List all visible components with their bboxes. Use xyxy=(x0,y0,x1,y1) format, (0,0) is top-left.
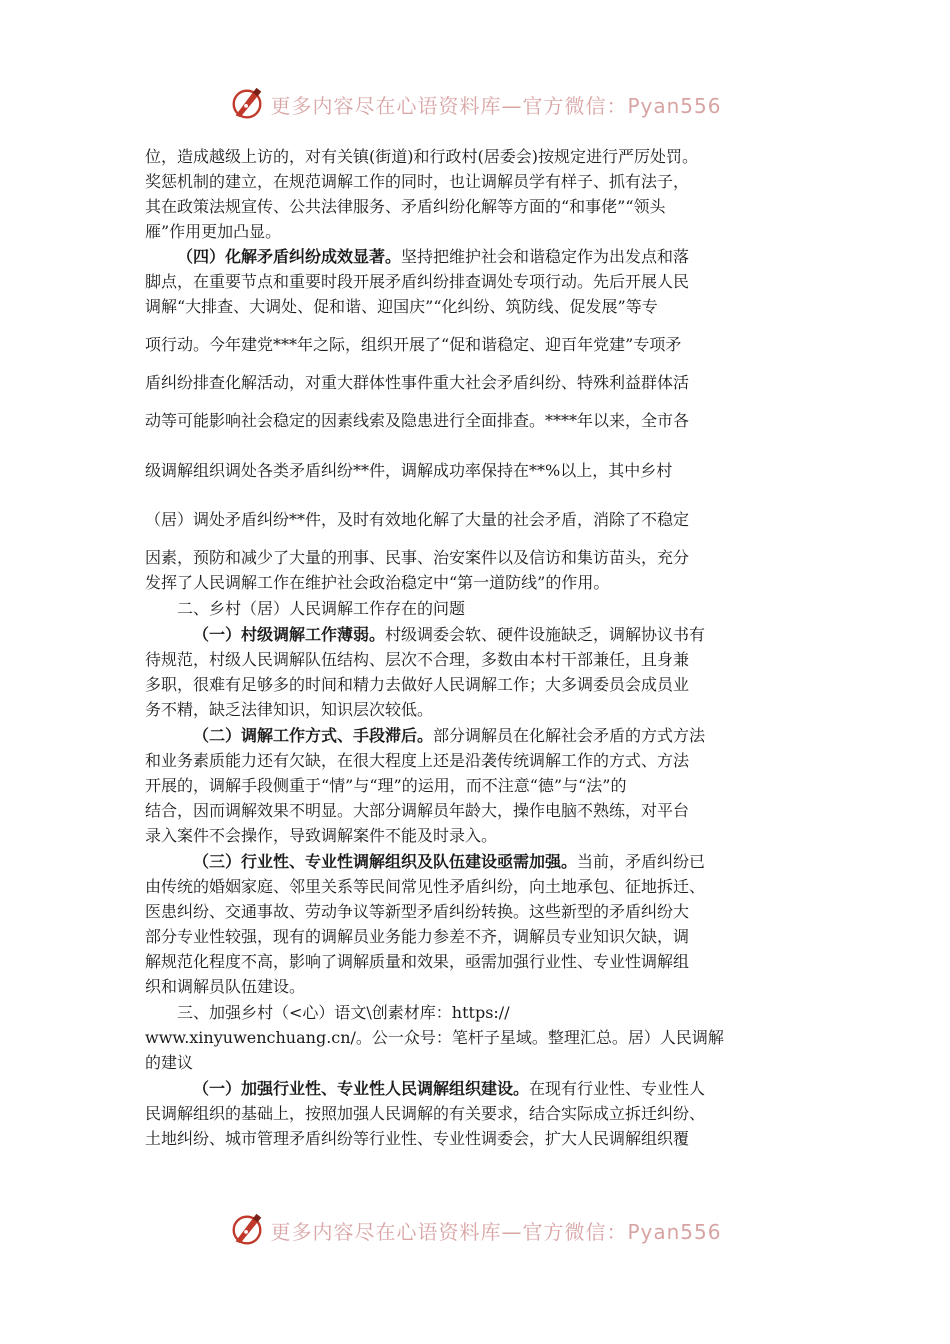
text-line: 结合，因而调解效果不明显。大部分调解员年龄大，操作电脑不熟练，对平台 xyxy=(145,801,690,820)
text-line: （居）调处矛盾纠纷**件，及时有效地化解了大量的社会矛盾，消除了不稳定 xyxy=(145,510,690,529)
text-line: 脚点，在重要节点和重要时段开展矛盾纠纷排查调处专项行动。先后开展人民 xyxy=(145,272,690,291)
text-line: 其在政策法规宣传、公共法律服务、矛盾纠纷化解等方面的“和事佬”“领头 xyxy=(145,197,666,216)
section-2-title: 二、乡村（居）人民调解工作存在的问题 xyxy=(177,599,466,618)
text-line: 发挥了人民调解工作在维护社会政治稳定中“第一道防线”的作用。 xyxy=(145,573,610,592)
section-3-title: 三、加强乡村（<心）语文\创素材库：https:// xyxy=(177,1003,510,1022)
text-line: 雁”作用更加凸显。 xyxy=(145,222,282,241)
text-line: 务不精，缺乏法律知识，知识层次较低。 xyxy=(145,700,434,719)
text-line: 部分专业性较强，现有的调解员业务能力参差不齐，调解员专业知识欠缺，调 xyxy=(145,927,690,946)
text-line: 医患纠纷、交通事故、劳动争议等新型矛盾纠纷转换。这些新型的矛盾纠纷大 xyxy=(145,902,690,921)
text-line: 项行动。今年建党***年之际，组织开展了“促和谐稳定、迎百年党建”专项矛 xyxy=(145,335,682,354)
text-line: 土地纠纷、城市管理矛盾纠纷等行业性、专业性调委会，扩大人民调解组织覆 xyxy=(145,1129,690,1148)
text-line: 位，造成越级上访的，对有关镇(街道)和行政村(居委会)按规定进行严厉处罚。 xyxy=(145,147,698,166)
text-line: 的建议 xyxy=(145,1053,194,1072)
pen-nib-logo-icon xyxy=(228,85,266,123)
text-line: 由传统的婚姻家庭、邻里关系等民间常见性矛盾纠纷，向土地承包、征地拆迁、 xyxy=(145,877,706,896)
subsection-3-heading: （三）行业性、专业性调解组织及队伍建设亟需加强。当前，矛盾纠纷已 xyxy=(193,852,706,871)
header-banner xyxy=(0,84,950,124)
footer-banner xyxy=(0,1210,950,1250)
section-4-heading: （四）化解矛盾纠纷成效显著。坚持把维护社会和谐稳定作为出发点和落 xyxy=(177,247,690,266)
subsection-2-heading: （二）调解工作方式、手段滞后。部分调解员在化解社会矛盾的方式方法 xyxy=(193,726,706,745)
text-line: 级调解组织调处各类矛盾纠纷**件，调解成功率保持在**%以上，其中乡村 xyxy=(145,461,673,480)
banner-text: 更多内容尽在心语资料库—官方微信：Pyan556 xyxy=(270,1219,722,1244)
text-line: 解规范化程度不高，影响了调解质量和效果，亟需加强行业性、专业性调解组 xyxy=(145,952,690,971)
text-line: 奖惩机制的建立，在规范调解工作的同时，也让调解员学有样子、抓有法子， xyxy=(145,172,690,191)
text-line: 和业务素质能力还有欠缺，在很大程度上还是沿袭传统调解工作的方式、方法 xyxy=(145,751,690,770)
pen-nib-logo-icon xyxy=(228,1211,266,1249)
text-line: 民调解组织的基础上，按照加强人民调解的有关要求，结合实际成立拆迁纠纷、 xyxy=(145,1104,706,1123)
subsection-1-heading: （一）加强行业性、专业性人民调解组织建设。在现有行业性、专业性人 xyxy=(193,1079,706,1098)
text-line: 动等可能影响社会稳定的因素线索及隐患进行全面排查。****年以来，全市各 xyxy=(145,411,690,430)
text-line: 待规范，村级人民调解队伍结构、层次不合理，多数由本村干部兼任，且身兼 xyxy=(145,650,690,669)
text-line: 开展的，调解手段侧重于“情”与“理”的运用，而不注意“德”与“法”的 xyxy=(145,776,627,795)
text-line: 多职，很难有足够多的时间和精力去做好人民调解工作；大多调委员会成员业 xyxy=(145,675,690,694)
text-line: www.xinyuwenchuang.cn/。公一众号：笔杆子星域。整理汇总。居）人民调解 xyxy=(145,1028,724,1047)
text-line: 因素，预防和减少了大量的刑事、民事、治安案件以及信访和集访苗头，充分 xyxy=(145,548,690,567)
banner-text: 更多内容尽在心语资料库—官方微信：Pyan556 xyxy=(270,93,722,118)
text-line: 盾纠纷排查化解活动，对重大群体性事件重大社会矛盾纠纷、特殊利益群体活 xyxy=(145,373,690,392)
text-line: 录入案件不会操作，导致调解案件不能及时录入。 xyxy=(145,826,498,845)
text-line: 织和调解员队伍建设。 xyxy=(145,977,306,996)
text-line: 调解“大排查、大调处、促和谐、迎国庆”“化纠纷、筑防线、促发展”等专 xyxy=(145,297,658,316)
subsection-1-heading: （一）村级调解工作薄弱。村级调委会软、硬件设施缺乏，调解协议书有 xyxy=(193,625,706,644)
